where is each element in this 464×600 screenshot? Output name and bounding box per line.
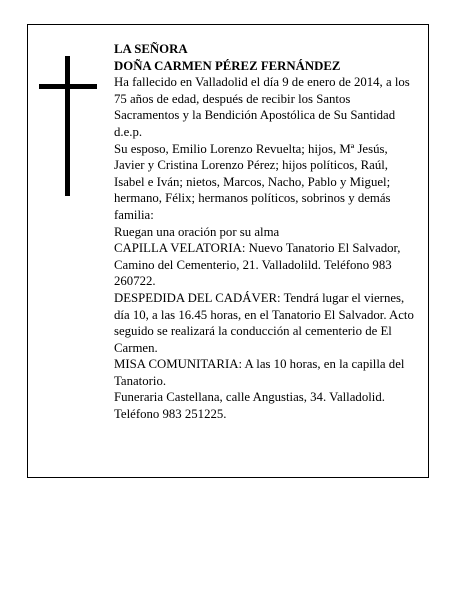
notice-title: LA SEÑORA	[114, 42, 188, 56]
farewell-info	[114, 290, 418, 356]
chapel-info	[114, 240, 418, 290]
notice-text	[114, 41, 418, 423]
chapel-label: CAPILLA VELATORIA:	[114, 241, 246, 256]
death-announcement: Ha fallecido en Valladolid el día 9 de enero de 2014, a los 75 años de edad, después de recibir los Santos Sacramentos y la Bendición Apostólica de Su Santidad d.e.p.	[114, 75, 410, 139]
mass-info	[114, 356, 418, 389]
funeral-home-info: Funeraria Castellana, calle Angustias, 34. Valladolid. Teléfono 983 251225.	[114, 390, 385, 422]
mass-text: A las 10 horas, en la capilla del Tanatorio.	[114, 357, 405, 388]
mass-label: MISA COMUNITARIA:	[114, 357, 243, 372]
prayer-request: Ruegan una oración por su alma	[114, 224, 280, 239]
cross-horizontal-bar	[39, 84, 97, 89]
family-list: Su esposo, Emilio Lorenzo Revuelta; hijos, Mª Jesús, Javier y Cristina Lorenzo Pérez; hijos políticos, Raúl, Isabel e Iván; nietos, Marcos, Nacho, Pablo y Miguel; hermano, Félix; hermanos políticos, sobrinos y demás familia:	[114, 141, 391, 222]
farewell-label: DESPEDIDA DEL CADÁVER:	[114, 290, 281, 305]
chapel-text: Nuevo Tanatorio El Salvador, Camino del Cementerio, 21. Valladolild. Teléfono 983 260722.	[114, 241, 401, 289]
obituary-notice	[27, 24, 429, 478]
deceased-name: DOÑA CARMEN PÉREZ FERNÁNDEZ	[114, 58, 341, 73]
cross-vertical-bar	[65, 56, 70, 196]
farewell-text: Tendrá lugar el viernes, día 10, a las 16.45 horas, en el Tanatorio El Salvador. Acto seguido se realizará la conducción al cementerio de El Carmen.	[114, 290, 414, 355]
